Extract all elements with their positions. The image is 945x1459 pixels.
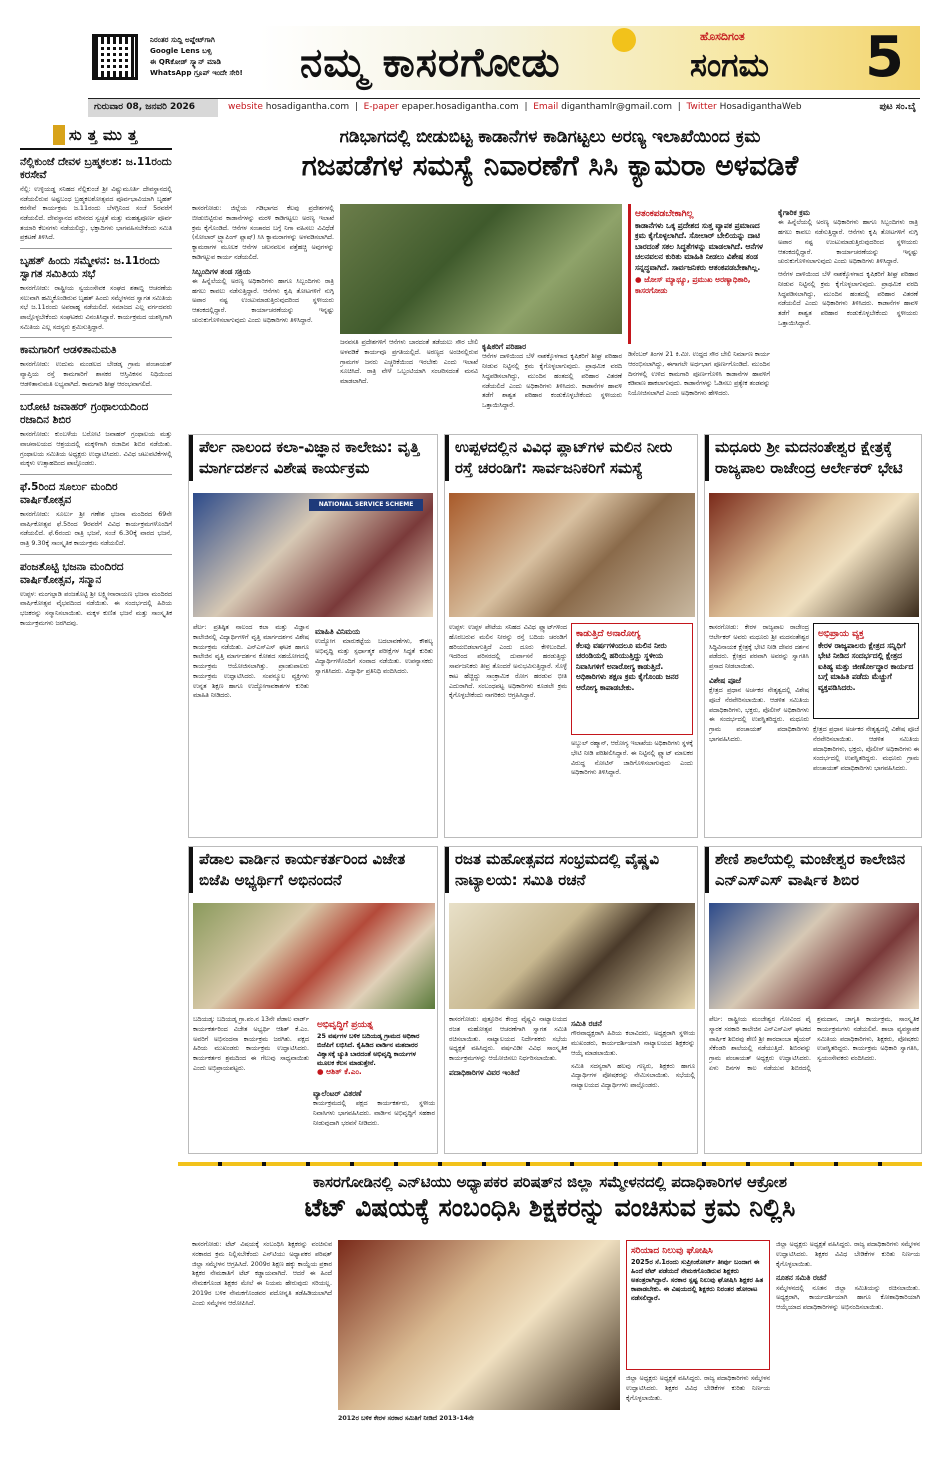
section-title-text: ಸುತ್ತಮುತ್ತ — [68, 125, 144, 144]
story-paragraph: ಕಾಸರಗೋಡು: ಪುತ್ತೂರಿನ ಕೇಂದ್ರ ವೈಷ್ಣವಿ ನಾಟ್ಯಾಲಯದ ರಜತ ಮಹೋತ್ಸವ ಆಚರಣೆಗಾಗಿ ಸ್ವಾಗತ ಸಮಿತಿ ರಚಿಸಲಾಯಿತು. ನಾಟ್ಯಾಲಯದ ನಿರ್ದೇಶಕರು ಸಭೆಯ ಅಧ್ಯಕ್ಷತೆ ವಹಿಸಿದ್ದರು. ವರ್ಷವಿಡೀ ವಿವಿಧ ಸಾಂಸ್ಕೃತಿಕ ಕಾರ್ಯಕ್ರಮಗಳನ್ನು ಆಯೋಜಿಸಲು ನಿರ್ಧರಿಸಲಾಯಿತು. — [449, 1016, 567, 1062]
story-headline[interactable]: ಕಾಮಗಾರಿಗೆ ಆಡಳಿತಾನುಮತಿ — [20, 344, 117, 357]
bottom-paragraph: ಕಾಸರಗೋಡು: ಟೆಟ್ ವಿಷಯಕ್ಕೆ ಸಂಬಂಧಿಸಿ ಶಿಕ್ಷಕರನ್ನು ವಂಚಿಸುವ ಸರಕಾರದ ಕ್ರಮ ನಿಲ್ಲಿಸಬೇಕೆಂದು ಎನ್‌ಟಿಯು ಅಧ್ಯಾಪಕರ ಪರಿಷತ್ ಜಿಲ್ಲಾ ಸಮ್ಮೇಳನ ಆಗ್ರಹಿಸಿದೆ. 2009ರ ಶಿಕ್ಷಣ ಹಕ್ಕು ಕಾಯ್ದೆಯ ಪ್ರಕಾರ ಶಿಕ್ಷಕರ ನೇಮಕಾತಿಗೆ ಟೆಟ್ ಕಡ್ಡಾಯವಾಗಿದೆ. ಆದರೆ ಈ ಹಿಂದೆ ನೇಮಕಗೊಂಡ ಶಿಕ್ಷಕರ ಮೇಲೆ ಈ ನಿಯಮ ಹೇರುವುದು ಸರಿಯಲ್ಲ. 2019ರ ಬಳಿಕ ನೇಮಕಗೊಂಡವರ ಪದೋನ್ನತಿ ತಡೆಹಿಡಿಯಲಾಗಿದೆ ಎಂದು ಸಮ್ಮೇಳನ ಆರೋಪಿಸಿದೆ. — [192, 1241, 332, 1307]
story-headline[interactable]: ನೆಲ್ಲಿಕುಂಜೆ ದೇವಳ ಬ್ರಹ್ಮಕಲಶ: ಜ.11ರಂದು ಕರಸೇವೆ — [20, 156, 172, 182]
story-headline[interactable]: ಶೇಣಿ ಶಾಲೆಯಲ್ಲಿ ಮಂಜೇಶ್ವರ ಕಾಲೇಜಿನ ಎನ್ಎಸ್ಎಸ್ ವಾರ್ಷಿಕ ಶಿಬಿರ — [705, 847, 921, 893]
bottom-paragraph: ಜಿಲ್ಲಾ ಅಧ್ಯಕ್ಷರು ಅಧ್ಯಕ್ಷತೆ ವಹಿಸಿದ್ದರು. ರಾಜ್ಯ ಪದಾಧಿಕಾರಿಗಳು ಸಮ್ಮೇಳನ ಉದ್ಘಾಟಿಸಿದರು. ಶಿಕ್ಷಕರ ವಿವಿಧ ಬೇಡಿಕೆಗಳ ಕುರಿತು ನಿರ್ಣಯ ಕೈಗೊಳ್ಳಲಾಯಿತು. — [776, 1241, 920, 1268]
divider — [20, 248, 172, 249]
separator-bar — [178, 1162, 922, 1166]
pages-label: ಪುಟ ಸಂ.ಬೈ — [879, 102, 916, 113]
story-body-col — [709, 623, 809, 835]
lead-paragraph: ಕಾಸರಗೋಡು: ಜಿಲ್ಲೆಯ ಗಡಿಭಾಗದ ಕೆಲವು ಪ್ರದೇಶಗಳಲ್ಲಿ ಬೀಡುಬಿಟ್ಟಿರುವ ಕಾಡಾನೆಗಳನ್ನು ಮರಳಿ ಕಾಡಿಗಟ್ಟಲು ಅರಣ್ಯ ಇಲಾಖೆ ಕ್ರಮ ಕೈಗೊಂಡಿದೆ. ಆನೆಗಳ ಸಂಚಾರದ ಬಗ್ಗೆ ನಿಗಾ ವಹಿಸಲು ವಿವಿಧೆಡೆ (ಸೋಲಾರ್ ಟ್ರ್ಯಾಪಿಂಗ್ ಫ್ಲಾಷ್) ಸಿಸಿ ಕ್ಯಾಮರಾಗಳನ್ನು ಅಳವಡಿಸಲಾಗಿದೆ. ಕ್ಯಾಮರಾಗಳ ಮೂಲಕ ಆನೆಗಳ ಚಲನವಲನ ಪತ್ತೆಹಚ್ಚಿ ಅವುಗಳನ್ನು ಕಾಡಿಗಟ್ಟುವ ಕಾರ್ಯ ನಡೆಯಲಿದೆ. — [192, 205, 334, 261]
lead-body-col1 — [192, 204, 334, 424]
website-link[interactable]: hosadigantha.com — [265, 102, 350, 113]
story-paragraph: ಕಾರ್ಯಕ್ರಮದಲ್ಲಿ ಪಕ್ಷದ ಕಾರ್ಯಕರ್ತರು, ಸ್ಥಳೀಯ ನಿವಾಸಿಗಳು ಭಾಗವಹಿಸಿದರು. ವಾರ್ಡಿನ ಅಭಿವೃದ್ಧಿಗೆ ಸಹಕಾರ ನೀಡುವುದಾಗಿ ಭರವಸೆ ನೀಡಿದರು. — [313, 1100, 435, 1127]
callout-text: 2025ರ ಸೆ.1ರಂದು ಸುಪ್ರೀಂಕೋರ್ಟ್ ತೀರ್ಪು ಬಂದಾಗ ಈ ಹಿಂದೆ ಟೆಟ್ ಪಡೆಯದೆ ನೇಮಕಗೊಂಡಿರುವ ಶಿಕ್ಷಕರು ಅತಂತ್ರರಾಗಿದ್ದಾರೆ. ಸರಕಾರ ಸ್ಪಷ್ಟ ನಿಲುವು ಘೋಷಿಸಿ ಶಿಕ್ಷಕರ ಹಿತ ಕಾಪಾಡಬೇಕು. ಈ ವಿಷಯದಲ್ಲಿ ಶಿಕ್ಷಕರು ನಿರಂತರ ಹೋರಾಟ ನಡೆಸಲಿದ್ದಾರೆ. — [631, 1257, 764, 1303]
caption-text: 2012ರ ಬಳಿಕ ಕೇರಳ ಸರಕಾರ ಸಮಿತಿಗೆ ನೀಡಿದೆ 2013-14ನೇ — [338, 1415, 474, 1422]
story-paragraph: ಬದಿಯಡ್ಕ: ಬದಿಯಡ್ಕ ಗ್ರಾ.ಪಂ.ನ 13ನೇ ಪೆಡಾಲ ವಾರ್ಡ್ ಕಾರ್ಯಕರ್ತರಿಂದ ವಿಜೇತ ಅಭ್ಯರ್ಥಿ ಆಶಿತ್ ಕೆ.ಎಂ. ಅವರಿಗೆ ಅಭಿನಂದನಾ ಕಾರ್ಯಕ್ರಮ ಜರಗಿತು. ಪಕ್ಷದ ಹಿರಿಯ ಮುಖಂಡರು ಕಾರ್ಯಕ್ರಮ ಉದ್ಘಾಟಿಸಿದರು. ಕಾರ್ಯಕರ್ತರ ಶ್ರಮದಿಂದ ಈ ಗೆಲುವು ಸಾಧ್ಯವಾಯಿತು ಎಂದು ಅಭಿಪ್ರಾಯಪಟ್ಟರು. — [193, 1016, 309, 1072]
divider — [20, 474, 172, 475]
page-title: ನಮ್ಮ ಕಾಸರಗೋಡು — [300, 39, 561, 86]
story-subhead: ಪದಾಧಿಕಾರಿಗಳ ವಿವರ ಇಂತಿದೆ — [449, 1067, 520, 1077]
story-headline[interactable]: ಉಪ್ಪಳದಲ್ಲಿನ ವಿವಿಧ ಪ್ಲಾಟ್‌ಗಳ ಮಲಿನ ನೀರು ರಸ್ತೆ ಚರಂಡಿಗೆ: ಸಾರ್ವಜನಿಕರಿಗೆ ಸಮಸ್ಯೆ — [445, 435, 697, 481]
elephant-camera-photo[interactable] — [340, 204, 622, 334]
lead-paragraph: ಈ ಹಿನ್ನೆಲೆಯಲ್ಲಿ ಅರಣ್ಯ ಅಧಿಕಾರಿಗಳು ಹಾಗೂ ಸಿಬ್ಬಂದಿಗಳು ರಾತ್ರಿ ಹಗಲು ಕಾವಲು ನಡೆಸುತ್ತಿದ್ದಾರೆ. ಆನೆಗಳು ಕೃಷಿ ತೋಟಗಳಿಗೆ ನುಗ್ಗಿ ಅಪಾರ ನಷ್ಟ ಉಂಟುಮಾಡುತ್ತಿರುವುದರಿಂದ ಸ್ಥಳೀಯರು ಆತಂಕದಲ್ಲಿದ್ದಾರೆ. ಕಾರ್ಯಾಚರಣೆಯನ್ನು ಇನ್ನಷ್ಟು ಚುರುಕುಗೊಳಿಸಲಾಗುವುದು ಎಂದು ಅಧಿಕಾರಿಗಳು ತಿಳಿಸಿದ್ದಾರೆ. — [778, 219, 918, 266]
lead-body-col5 — [778, 204, 918, 426]
story-body: ಕಾಸರಗೋಡು: ಸೂರ್ಲು ಶ್ರೀ ಗಣೇಶ ಭಜನಾ ಮಂದಿರದ 69ನೇ ವಾರ್ಷಿಕೋತ್ಸವ ಫೆ.5ರಿಂದ 9ರವರೆಗೆ ವಿವಿಧ ಕಾರ್ಯಕ್ರಮಗಳೊಂದಿಗೆ ನಡೆಯಲಿದೆ. ಫೆ.6ರಂದು ರಾತ್ರಿ ಭಜನೆ, ಸಂಜೆ 6.30ಕ್ಕೆ ವಾರದ ಭಜನೆ, ರಾತ್ರಿ 9.30ಕ್ಕೆ ಸಾಂಸ್ಕೃತಿಕ ಕಾರ್ಯಕ್ರಮ ನಡೆಯಲಿದೆ. — [20, 510, 172, 547]
natyalaya-meeting-photo[interactable] — [449, 903, 695, 1009]
lead-subhead: ಕೈಗಾರಿಕ ಕ್ರಮ — [778, 208, 810, 217]
story-callout — [813, 623, 919, 719]
callout-byline: ● ಜೋಸ್ ಮ್ಯಾಥ್ಯೂ, ಪ್ರಮುಖ ಅರಣ್ಯಾಧಿಕಾರಿ, ಕಾಸರಗೋಡು — [635, 275, 751, 295]
callout-text: ಕೆಲವು ವರ್ಷಗಳಿಂದಲೂ ಮಲಿನ ನೀರು ಚರಂಡಿಯಲ್ಲಿ ಹರಿಯುತ್ತಿದ್ದು ಸ್ಥಳೀಯ ನಿವಾಸಿಗಳಿಗೆ ಅನಾರೋಗ್ಯ ಕಾಡುತ್ತಿದೆ. ಅಧಿಕಾರಿಗಳು ತಕ್ಷಣ ಕ್ರಮ ಕೈಗೊಂಡು ಜನರ ಆರೋಗ್ಯ ಕಾಪಾಡಬೇಕು. — [576, 640, 679, 692]
info-bar — [88, 98, 920, 116]
left-story — [20, 561, 172, 629]
bottom-paragraph: ಜಿಲ್ಲಾ ಅಧ್ಯಕ್ಷರು ಅಧ್ಯಕ್ಷತೆ ವಹಿಸಿದ್ದರು. ರಾಜ್ಯ ಪದಾಧಿಕಾರಿಗಳು ಸಮ್ಮೇಳನ ಉದ್ಘಾಟಿಸಿದರು. ಶಿಕ್ಷಕರ ವಿವಿಧ ಬೇಡಿಕೆಗಳ ಕುರಿತು ನಿರ್ಣಯ ಕೈಗೊಳ್ಳಲಾಯಿತು. — [626, 1375, 770, 1402]
story-body: ಕಾಸರಗೋಡು: ಕುಂಬಳೆಯ ಬರೋಟಿ ಜವಾಹರ್ ಗ್ರಂಥಾಲಯ ಮತ್ತು ವಾಚನಾಲಯದ ಆಶ್ರಯದಲ್ಲಿ ಮಕ್ಕಳಿಗಾಗಿ ರಜಾದಿನ ಶಿಬಿರ ನಡೆಯಿತು. ಗ್ರಂಥಾಲಯ ಸಮಿತಿಯ ಅಧ್ಯಕ್ಷರು ಉದ್ಘಾಟಿಸಿದರು. ವಿವಿಧ ಚಟುವಟಿಕೆಗಳಲ್ಲಿ ಮಕ್ಕಳು ಉತ್ಸಾಹದಿಂದ ಪಾಲ್ಗೊಂಡರು. — [20, 430, 172, 468]
left-column — [20, 122, 172, 1459]
lead-callout — [628, 204, 770, 344]
story-paragraph: ಉಪ್ಪಳ: ಉಪ್ಪಳ ಪೇಟೆಯ ಸನಿಹದ ವಿವಿಧ ಫ್ಲ್ಯಾಟ್‌ಗಳಿಂದ ಹೊರಬರುವ ಮಲಿನ ನೀರನ್ನು ರಸ್ತೆ ಬದಿಯ ಚರಂಡಿಗೆ ಹರಿಯಬಿಡಲಾಗುತ್ತಿದೆ ಎಂದು ದೂರು ಕೇಳಿಬಂದಿದೆ. ಇದರಿಂದ ಪರಿಸರದಲ್ಲಿ ದುರ್ವಾಸನೆ ಹರಡುತ್ತಿದ್ದು ಸಾರ್ವಜನಿಕರು ತೀವ್ರ ತೊಂದರೆ ಅನುಭವಿಸುತ್ತಿದ್ದಾರೆ. ಸೊಳ್ಳೆ ಕಾಟ ಹೆಚ್ಚಿದ್ದು ಸಾಂಕ್ರಾಮಿಕ ರೋಗ ಹರಡುವ ಭೀತಿ ಎದುರಾಗಿದೆ. ಸಂಬಂಧಪಟ್ಟ ಅಧಿಕಾರಿಗಳು ಕೂಡಲೇ ಕ್ರಮ ಕೈಗೊಳ್ಳಬೇಕೆಂದು ನಾಗರಿಕರು ಆಗ್ರಹಿಸಿದ್ದಾರೆ. — [449, 624, 567, 700]
teachers-meeting-photo[interactable] — [338, 1240, 620, 1410]
epaper-link[interactable]: epaper.hosadigantha.com — [401, 102, 519, 113]
story-body: ಕಾಸರಗೋಡು: ರಾಷ್ಟ್ರೀಯ ಸ್ವಯಂಸೇವಕ ಸಂಘದ ಶತಾಬ್ದಿ ಆಚರಣೆಯ ಸಲುವಾಗಿ ಹಮ್ಮಿಕೊಂಡಿರುವ ಬೃಹತ್ ಹಿಂದು ಸಮ್ಮೇಳನದ ಸ್ವಾಗತ ಸಮಿತಿಯ ಸಭೆ ಜ.11ರಂದು ಅಪರಾಹ್ನ ನಡೆಯಲಿದೆ. ಸಮಾಜದ ಎಲ್ಲ ವರ್ಗದವರು ಪಾಲ್ಗೊಳ್ಳಬೇಕೆಂದು ಸಂಘಟಕರು ವಿನಂತಿಸಿದ್ದಾರೆ. ಕಾರ್ಯಕ್ರಮದ ಯಶಸ್ಸಿಗಾಗಿ ಸಮಿತಿಯ ಎಲ್ಲ ಸದಸ್ಯರು ಶ್ರಮಿಸುತ್ತಿದ್ದಾರೆ. — [20, 284, 172, 331]
event-banner: NATIONAL SERVICE SCHEME — [309, 499, 423, 511]
divider — [20, 554, 172, 555]
callout-heading: ಸರಿಯಾದ ನಿಲುವು ಘೋಷಿಸಿ — [631, 1246, 713, 1256]
bottom-body-col3 — [626, 1374, 770, 1454]
story-body-col — [813, 725, 919, 835]
qr-caption-line: ನಿರಂತರ ಸುದ್ದಿ ಅಪ್ಡೇಟ್‌ಗಾಗಿ — [150, 35, 215, 44]
story-uppala-drain — [444, 434, 698, 838]
story-headline[interactable]: ಪೆರ್ಲ ನಾಲಂದ ಕಲಾ-ವಿಜ್ಞಾನ ಕಾಲೇಜು: ವೃತ್ತಿ ಮಾರ್ಗದರ್ಶನ ವಿಶೇಷ ಕಾರ್ಯಕ್ರಮ — [189, 435, 437, 481]
bottom-callout — [626, 1240, 770, 1370]
story-subhead: ವಿಶೇಷ ಪೂಜೆ — [709, 675, 742, 685]
lead-body-col3 — [482, 338, 622, 426]
lead-body-col4 — [628, 350, 770, 426]
lead-headline[interactable]: ಗಜಪಡೆಗಳ ಸಮಸ್ಯೆ ನಿವಾರಣೆಗೆ ಸಿಸಿ ಕ್ಯಾಮರಾ ಅಳವಡಿಕೆ — [301, 149, 799, 182]
bjp-felicitation-photo[interactable] — [193, 903, 435, 1009]
brand-top: ಹೊಸದಿಗಂತ — [700, 30, 745, 43]
callout-text: ಕೇರಳ ರಾಜ್ಯಪಾಲರು ಕ್ಷೇತ್ರದ ಸನ್ನಿಧಿಗೆ ಭೇಟಿ ನೀಡಿದ ಸಂದರ್ಭದಲ್ಲಿ ಕ್ಷೇತ್ರದ ಐತಿಹ್ಯ ಮತ್ತು ಜೀರ್ಣೋದ್ಧಾರ ಕಾರ್ಯದ ಬಗ್ಗೆ ಮಾಹಿತಿ ಪಡೆದು ಮೆಚ್ಚುಗೆ ವ್ಯಕ್ತಪಡಿಸಿದರು. — [818, 640, 914, 692]
story-body-col — [449, 623, 567, 835]
college-event-photo[interactable] — [193, 493, 433, 617]
story-body-col — [193, 623, 309, 835]
story-body: ಕಾಸರಗೋಡು: ಉದುಮ ಮಂಡಲದ ಬೇಡಡ್ಕ ಗ್ರಾಮ ಪಂಚಾಯತ್ ವ್ಯಾಪ್ತಿಯ ರಸ್ತೆ ಕಾಮಗಾರಿಗೆ ಶಾಸಕರ ಆಸ್ತಿವಿಕಸನ ನಿಧಿಯಿಂದ ಆಡಳಿತಾನುಮತಿ ಲಭ್ಯವಾಗಿದೆ. ಕಾಮಗಾರಿ ಶೀಘ್ರ ಆರಂಭವಾಗಲಿದೆ. — [20, 360, 172, 388]
left-story — [20, 401, 172, 475]
email-link[interactable]: diganthamlr@gmail.com — [561, 102, 673, 113]
story-body-col — [313, 1085, 435, 1151]
qr-caption-line: ಈ QRಕೋಡ್ ಸ್ಕ್ಯಾನ್ ಮಾಡಿ — [150, 57, 222, 67]
contact-links: website hosadigantha.com | E-paper epaper.hosadigantha.com | Email diganthamlr@gmail.com | Twitter HosadiganthaWeb — [228, 102, 802, 113]
story-vaishnavi-natyalaya — [444, 846, 698, 1154]
masthead — [0, 0, 945, 122]
lead-paragraph: ಈ ಹಿನ್ನೆಲೆಯಲ್ಲಿ ಅರಣ್ಯ ಅಧಿಕಾರಿಗಳು ಹಾಗೂ ಸಿಬ್ಬಂದಿಗಳು ರಾತ್ರಿ ಹಗಲು ಕಾವಲು ನಡೆಸುತ್ತಿದ್ದಾರೆ. ಆನೆಗಳು ಕೃಷಿ ತೋಟಗಳಿಗೆ ನುಗ್ಗಿ ಅಪಾರ ನಷ್ಟ ಉಂಟುಮಾಡುತ್ತಿರುವುದರಿಂದ ಸ್ಥಳೀಯರು ಆತಂಕದಲ್ಲಿದ್ದಾರೆ. ಕಾರ್ಯಾಚರಣೆಯನ್ನು ಇನ್ನಷ್ಟು ಚುರುಕುಗೊಳಿಸಲಾಗುವುದು ಎಂದು ಅಧಿಕಾರಿಗಳು ತಿಳಿಸಿದ್ದಾರೆ. — [192, 277, 334, 324]
bottom-headline[interactable]: ಟೆಟ್ ವಿಷಯಕ್ಕೆ ಸಂಬಂಧಿಸಿ ಶಿಕ್ಷಕರನ್ನು ವಂಚಿಸುವ ಕ್ರಮ ನಿಲ್ಲಿಸಿ — [304, 1193, 796, 1222]
sun-icon — [612, 28, 636, 52]
story-body-col — [571, 1015, 695, 1151]
governor-visit-photo[interactable] — [709, 493, 919, 617]
story-headline[interactable]: ಪಂಜತೊಟ್ಟಿ ಭಜನಾ ಮಂದಿರದ ವಾರ್ಷಿಕೋತ್ಸವ, ಸನ್ಮಾನ — [20, 560, 124, 586]
callout-text: ಕಾಡಾನೆಗಳು ಒಕ್ಕ ಪ್ರದೇಶದ ಸುತ್ತ ವ್ಯಾಪಕ ಪ್ರಮಾಣದ ಕ್ರಮ ಕೈಗೊಳ್ಳಲಾಗಿದೆ. ಸೋಲಾರ್ ಬೇಲಿಯನ್ನು ದಾಟಿ ಬಾರದಂತೆ ಸಕಲ ಸಿದ್ಧತೆಗಳನ್ನು ಮಾಡಲಾಗಿದೆ. ಆನೆಗಳ ಚಲನವಲನ ಕುರಿತು ಮಾಹಿತಿ ನೀಡಲು ವಿಶೇಷ ತಂಡ ಸನ್ನದ್ಧವಾಗಿದೆ. ಸಾರ್ವಜನಿಕರು ಆತಂಕಪಡಬೇಕಾಗಿಲ್ಲ. — [635, 220, 763, 272]
divider — [20, 394, 172, 395]
callout-heading: ಆತಂಕಪಡಬೇಕಾಗಿಲ್ಲ — [635, 209, 694, 219]
story-headline[interactable]: ಫೆ.5ರಿಂದ ಸೂರ್ಲು ಮಂದಿರ ವಾರ್ಷಿಕೋತ್ಸವ — [20, 480, 118, 506]
story-paragraph: ಕ್ಷೇತ್ರದ ಪ್ರಧಾನ ಅರ್ಚಕರ ನೇತೃತ್ವದಲ್ಲಿ ವಿಶೇಷ ಪೂಜೆ ನೆರವೇರಿಸಲಾಯಿತು. ಆಡಳಿತ ಸಮಿತಿಯ ಪದಾಧಿಕಾರಿಗಳು, ಭಕ್ತರು, ಪೊಲೀಸ್ ಅಧಿಕಾರಿಗಳು ಈ ಸಂದರ್ಭದಲ್ಲಿ ಉಪಸ್ಥಿತರಿದ್ದರು. ಮಧೂರು ಗ್ರಾಮ ಪಂಚಾಯತ್ ಪದಾಧಿಕಾರಿಗಳು ಭಾಗವಹಿಸಿದರು. — [813, 726, 919, 772]
nss-camp-photo[interactable] — [709, 903, 919, 1009]
lead-kicker: ಗಡಿಭಾಗದಲ್ಲಿ ಬೀಡುಬಿಟ್ಟ ಕಾಡಾನೆಗಳ ಕಾಡಿಗಟ್ಟಲು ಅರಣ್ಯ ಇಲಾಖೆಯಿಂದ ಕ್ರಮ — [339, 127, 761, 147]
left-story — [20, 255, 172, 338]
story-paragraph: ಪೆರ್ಲ: ಪ್ರತಿಷ್ಠಿತ ನಾಲಂದ ಕಲಾ ಮತ್ತು ವಿಜ್ಞಾನ ಕಾಲೇಜಿನಲ್ಲಿ ವಿದ್ಯಾರ್ಥಿಗಳಿಗೆ ವೃತ್ತಿ ಮಾರ್ಗದರ್ಶನ ವಿಶೇಷ ಕಾರ್ಯಕ್ರಮ ನಡೆಯಿತು. ಎನ್ಎಸ್ಎಸ್ ಘಟಕ ಹಾಗೂ ಕಾಲೇಜಿನ ವೃತ್ತಿ ಮಾರ್ಗದರ್ಶನ ಕೋಶದ ಸಹಯೋಗದಲ್ಲಿ ಕಾರ್ಯಕ್ರಮ ಆಯೋಜಿಸಲಾಗಿತ್ತು. ಪ್ರಾಂಶುಪಾಲರು ಕಾರ್ಯಕ್ರಮ ಉದ್ಘಾಟಿಸಿದರು. ಸಂಪನ್ಮೂಲ ವ್ಯಕ್ತಿಗಳು ಉನ್ನತ ಶಿಕ್ಷಣ ಹಾಗೂ ಉದ್ಯೋಗಾವಕಾಶಗಳ ಕುರಿತು ಮಾಹಿತಿ ನೀಡಿದರು. — [193, 624, 309, 700]
story-paragraph: ಅಬ್ದುಲ್ ರಹ್ಮಾನ್, ಆರೋಗ್ಯ ಇಲಾಖೆಯ ಅಧಿಕಾರಿಗಳು ಸ್ಥಳಕ್ಕೆ ಭೇಟಿ ನೀಡಿ ಪರಿಶೀಲಿಸಿದ್ದಾರೆ. ಈ ನಿಟ್ಟಿನಲ್ಲಿ ಫ್ಲ್ಯಾಟ್ ಮಾಲಕರ ವಿರುದ್ಧ ನೋಟಿಸ್ ಜಾರಿಗೊಳಿಸಲಾಗುವುದು ಎಂದು ಅಧಿಕಾರಿಗಳು ತಿಳಿಸಿದ್ದಾರೆ. — [571, 740, 693, 777]
epaper-label: E-paper — [363, 102, 399, 113]
left-story — [20, 156, 172, 249]
story-perla-college — [188, 434, 438, 838]
website-label: website — [228, 102, 263, 113]
story-subhead: ಮಾಹಿತಿ ವಿನಿಮಯ — [315, 627, 361, 636]
story-body-col — [571, 739, 693, 835]
twitter-label: Twitter — [686, 102, 717, 113]
qr-caption-line: Google Lens ಬಳ್ಸಿ — [150, 46, 212, 56]
story-headline[interactable]: ರಜತ ಮಹೋತ್ಸವದ ಸಂಭ್ರಮದಲ್ಲಿ ವೈಷ್ಣವಿ ನಾಟ್ಯಾಲಯ: ಸಮಿತಿ ರಚನೆ — [445, 847, 697, 893]
story-callout — [313, 1015, 435, 1081]
email-label: Email — [533, 102, 559, 113]
story-sheni-nss — [704, 846, 922, 1154]
story-subhead: ಸಮಿತಿ ರಚನೆ — [571, 1019, 602, 1028]
story-paragraph: ಸಮಿತಿ ಸದಸ್ಯರಾಗಿ ಹಲವು ಗಣ್ಯರು, ಶಿಕ್ಷಕರು ಹಾಗೂ ವಿದ್ಯಾರ್ಥಿಗಳ ಪೋಷಕರನ್ನು ನೇಮಿಸಲಾಯಿತು. ಸಭೆಯಲ್ಲಿ ನಾಟ್ಯಾಲಯದ ವಿದ್ಯಾರ್ಥಿಗಳು ಪಾಲ್ಗೊಂಡರು. — [571, 1062, 695, 1090]
section-title — [20, 122, 172, 150]
callout-heading: ಅಭಿಪ್ರಾಯ ವ್ಯಕ್ತ — [818, 629, 864, 639]
bottom-paragraph: ಸಮ್ಮೇಳನದಲ್ಲಿ ನೂತನ ಜಿಲ್ಲಾ ಸಮಿತಿಯನ್ನು ರಚಿಸಲಾಯಿತು. ಅಧ್ಯಕ್ಷರಾಗಿ, ಕಾರ್ಯದರ್ಶಿಯಾಗಿ ಹಾಗೂ ಕೋಶಾಧಿಕಾರಿಯಾಗಿ ಆಯ್ಕೆಯಾದ ಪದಾಧಿಕಾರಿಗಳನ್ನು ಅಭಿನಂದಿಸಲಾಯಿತು. — [776, 1284, 920, 1312]
photo-caption — [338, 1414, 620, 1454]
issue-date: ಗುರುವಾರ 08, ಜನವರಿ 2026 — [88, 99, 218, 117]
lead-subhead: ಸಿಬ್ಬಂದಿಗಳ ತಂಡ ಸಕ್ರಿಯ — [192, 266, 251, 276]
lead-paragraph: ಆನೆಗಳ ದಾಳಿಯಿಂದ ಬೆಳೆ ನಾಶಕ್ಕೊಳಗಾದ ಕೃಷಿಕರಿಗೆ ಶೀಘ್ರ ಪರಿಹಾರ ನೀಡುವ ನಿಟ್ಟಿನಲ್ಲಿ ಕ್ರಮ ಕೈಗೊಳ್ಳಲಾಗುವುದು. ಪ್ರಾಥಮಿಕ ವರದಿ ಸಿದ್ಧಪಡಿಸಲಾಗಿದ್ದು, ಮುಂದಿನ ಹಂತದಲ್ಲಿ ಪರಿಹಾರ ವಿತರಣೆ ನಡೆಯಲಿದೆ ಎಂದು ಅಧಿಕಾರಿಗಳು ತಿಳಿಸಿದರು. ಕಾಡಾನೆಗಳ ಹಾವಳಿ ತಡೆಗೆ ಶಾಶ್ವತ ಪರಿಹಾರ ಕಂಡುಕೊಳ್ಳಬೇಕೆಂದು ಸ್ಥಳೀಯರು ಒತ್ತಾಯಿಸಿದ್ದಾರೆ. — [482, 353, 622, 410]
callout-heading: ಕಾಡುತ್ತಿದೆ ಅನಾರೋಗ್ಯ — [576, 629, 641, 639]
bottom-subhead: ನೂತನ ಸಮಿತಿ ರಚನೆ — [776, 1273, 827, 1283]
drain-site-photo[interactable] — [449, 493, 695, 617]
story-body: ಉಪ್ಪಳ: ಮಂಗಲ್ಪಾಡಿ ಪಂಜತೊಟ್ಟಿ ಶ್ರೀ ಲಕ್ಷ್ಮೀನಾರಾಯಣ ಭಜನಾ ಮಂದಿರದ ವಾರ್ಷಿಕೋತ್ಸವ ವೈಭವದಿಂದ ನಡೆಯಿತು. ಈ ಸಂದರ್ಭದಲ್ಲಿ ಹಿರಿಯ ಭಜಕರನ್ನು ಸನ್ಮಾನಿಸಲಾಯಿತು. ಮಕ್ಕಳ ಕುಣಿತ ಭಜನೆ ಮತ್ತು ಸಾಂಸ್ಕೃತಿಕ ಕಾರ್ಯಕ್ರಮಗಳು ಜರಗಿದವು. — [20, 589, 172, 627]
lead-body-col2 — [340, 338, 478, 426]
bottom-body-col1 — [192, 1240, 332, 1454]
lead-paragraph: ಡಿಸೆಂಬರ್ ತಿಂಗಳ 21 ಕಿ.ಮೀ. ಉದ್ದದ ಸೌರ ಬೇಲಿ ನಿರ್ಮಾಣ ಕಾರ್ಯ ಆರಂಭಿಸಲಾಗಿದ್ದು, ಈಗಾಗಲೇ ಅರ್ಧಭಾಗ ಪೂರ್ಣಗೊಂಡಿದೆ. ಮುಂದಿನ ದಿನಗಳಲ್ಲಿ ಉಳಿದ ಕಾಮಗಾರಿ ಪೂರ್ಣಗೊಳಿಸಿ ಕಾಡಾನೆಗಳ ಹಾವಳಿಗೆ ಕಡಿವಾಣ ಹಾಕಲಾಗುವುದು. ಕಾಡಾನೆಗಳನ್ನು ಓಡಿಸಲು ಪ್ರತ್ಯೇಕ ತಂಡವನ್ನು ನಿಯೋಜಿಸಲಾಗಿದೆ ಎಂದು ಅಧಿಕಾರಿಗಳು ಹೇಳಿದರು. — [628, 351, 770, 397]
story-subhead: ವ್ಯಾಲೆಂಟರ್ ವಿತರಣೆ — [313, 1089, 362, 1098]
qr-code-icon[interactable] — [92, 34, 138, 80]
story-body-col — [193, 1015, 309, 1151]
divider — [20, 337, 172, 338]
lead-paragraph: ಜನವಸತಿ ಪ್ರದೇಶಗಳಿಗೆ ಆನೆಗಳು ಬಾರದಂತೆ ತಡೆಯಲು ಸೌರ ಬೇಲಿ ಅಳವಡಿಕೆ ಕಾರ್ಯವೂ ಪ್ರಗತಿಯಲ್ಲಿದೆ. ಅರಣ್ಯದ ಅಂಚಿನಲ್ಲಿರುವ ಗ್ರಾಮಗಳ ಜನರು ಎಚ್ಚರಿಕೆಯಿಂದ ಇರಬೇಕು ಎಂದು ಇಲಾಖೆ ಸೂಚಿಸಿದೆ. ರಾತ್ರಿ ವೇಳೆ ಒಬ್ಬಂಟಿಯಾಗಿ ಸಂಚರಿಸದಂತೆ ಮನವಿ ಮಾಡಲಾಗಿದೆ. — [340, 339, 478, 385]
story-paragraph: ಪೆರ್ಲ: ರಾಷ್ಟ್ರೀಯ ಮಂಜೇಶ್ವರ ಗೋವಿಂದ ಪೈ ಸ್ಮಾರಕ ಸರಕಾರಿ ಕಾಲೇಜಿನ ಎನ್ಎಸ್ಎಸ್ ಘಟಕದ ವಾರ್ಷಿಕ ಶಿಬಿರವು ಶೇಣಿ ಶ್ರೀ ಶಾರದಾಂಬಾ ಹೈಯರ್ ಸೆಕೆಂಡರಿ ಶಾಲೆಯಲ್ಲಿ ನಡೆಯುತ್ತಿದೆ. ಶಿಬಿರವನ್ನು ಗ್ರಾಮ ಪಂಚಾಯತ್ ಅಧ್ಯಕ್ಷರು ಉದ್ಘಾಟಿಸಿದರು. ಏಳು ದಿನಗಳ ಕಾಲ ನಡೆಯುವ ಶಿಬಿರದಲ್ಲಿ ಶ್ರಮದಾನ, ಜಾಗೃತಿ ಕಾರ್ಯಕ್ರಮ, ಸಾಂಸ್ಕೃತಿಕ ಕಾರ್ಯಕ್ರಮಗಳು ನಡೆಯಲಿವೆ. ಶಾಲಾ ವ್ಯವಸ್ಥಾಪಕ ಸಮಿತಿಯ ಪದಾಧಿಕಾರಿಗಳು, ಶಿಕ್ಷಕರು, ಪೋಷಕರು ಉಪಸ್ಥಿತರಿದ್ದರು. ಕಾರ್ಯಕ್ರಮ ಅಧಿಕಾರಿ ಸ್ವಾಗತಿಸಿ, ಸ್ವಯಂಸೇವಕರು ವಂದಿಸಿದರು. — [709, 1016, 919, 1072]
bottom-body-col4 — [776, 1240, 920, 1454]
story-headline[interactable]: ಬೃಹತ್ ಹಿಂದು ಸಮ್ಮೇಳನ: ಜ.11ರಂದು ಸ್ವಾಗತ ಸಮಿತಿಯ ಸಭೆ — [20, 254, 160, 281]
story-body: ನೆಲ್ಲಿ: ಉಳ್ಳಿಯಡ್ಡ ಸನಿಹದ ನೆಲ್ಲಿಕುಂಜೆ ಶ್ರೀ ವಿಷ್ಣುಮೂರ್ತಿ ದೇವಸ್ಥಾನದಲ್ಲಿ ನಡೆಯಲಿರುವ ಅಷ್ಟಬಂಧ ಬ್ರಹ್ಮಕಲಶೋತ್ಸವದ ಪೂರ್ವಭಾವಿಯಾಗಿ ಬೃಹತ್ ಕರಸೇವೆ ಕಾರ್ಯಕ್ರಮ ಜ.11ರಂದು ಬೆಳಗ್ಗಿನಿಂದ ಸಂಜೆ 5ರವರೆಗೆ ನಡೆಯಲಿದೆ. ದೇವಸ್ಥಾನದ ಪರಿಸರದ ಸ್ವಚ್ಛತೆ ಮತ್ತು ಮಹತ್ವಪೂರ್ಣ ಪೂರ್ವ ತಯಾರಿ ಕೆಲಸಗಳು ನಡೆಯಲಿದ್ದು, ಭಕ್ತಾದಿಗಳು ಭಾಗವಹಿಸಬೇಕೆಂದು ಸಮಿತಿ ಪ್ರಕಟಣೆ ತಿಳಿಸಿದೆ. — [20, 185, 172, 242]
twitter-link[interactable]: HosadiganthaWeb — [719, 102, 802, 113]
story-body-col — [449, 1015, 567, 1151]
lead-subhead: ಕೃಷಿಕರಿಗೆ ಪರಿಹಾರ — [482, 342, 527, 351]
section-marker-icon — [53, 125, 65, 145]
left-story — [20, 481, 172, 555]
story-paragraph: ಗೌರವಾಧ್ಯಕ್ಷರಾಗಿ ಹಿರಿಯ ಕಲಾವಿದರು, ಅಧ್ಯಕ್ಷರಾಗಿ ಸ್ಥಳೀಯ ಮುಖಂಡರು, ಕಾರ್ಯದರ್ಶಿಯಾಗಿ ನಾಟ್ಯಾಲಯದ ಶಿಕ್ಷಕರನ್ನು ಆಯ್ಕೆ ಮಾಡಲಾಯಿತು. — [571, 1030, 695, 1057]
callout-heading: ಅಭಿವೃದ್ಧಿಗೆ ಪ್ರಯತ್ನ — [317, 1020, 374, 1030]
story-headline[interactable]: ಪೆಡಾಲ ವಾರ್ಡಿನ ಕಾರ್ಯಕರ್ತರಿಂದ ವಿಜೇತ ಬಿಜೆಪಿ ಅಭ್ಯರ್ಥಿಗೆ ಅಭಿನಂದನೆ — [189, 847, 437, 893]
story-paragraph: ಉದ್ಯೋಗ ಮಾರುಕಟ್ಟೆಯ ಬದಲಾವಣೆಗಳು, ಕೌಶಲ್ಯ ಅಭಿವೃದ್ಧಿ ಮತ್ತು ಸ್ಪರ್ಧಾತ್ಮಕ ಪರೀಕ್ಷೆಗಳ ಸಿದ್ಧತೆ ಕುರಿತು ವಿದ್ಯಾರ್ಥಿಗಳೊಂದಿಗೆ ಸಂವಾದ ನಡೆಯಿತು. ಉಪನ್ಯಾಸಕರು ಸ್ವಾಗತಿಸಿದರು. ವಿದ್ಯಾರ್ಥಿ ಪ್ರತಿನಿಧಿ ವಂದಿಸಿದರು. — [315, 638, 433, 675]
callout-byline: ● ಆಶಿತ್ ಕೆ.ಎಂ. — [317, 1067, 362, 1077]
left-story — [20, 344, 172, 395]
bottom-kicker: ಕಾಸರಗೋಡಿನಲ್ಲಿ ಎನ್‌ಟಿಯು ಅಧ್ಯಾಪಕರ ಪರಿಷತ್‌ನ ಜಿಲ್ಲಾ ಸಮ್ಮೇಳನದಲ್ಲಿ ಪದಾಧಿಕಾರಿಗಳ ಆಕ್ರೋಶ — [313, 1173, 787, 1191]
lead-paragraph: ಆನೆಗಳ ದಾಳಿಯಿಂದ ಬೆಳೆ ನಾಶಕ್ಕೊಳಗಾದ ಕೃಷಿಕರಿಗೆ ಶೀಘ್ರ ಪರಿಹಾರ ನೀಡುವ ನಿಟ್ಟಿನಲ್ಲಿ ಕ್ರಮ ಕೈಗೊಳ್ಳಲಾಗುವುದು. ಪ್ರಾಥಮಿಕ ವರದಿ ಸಿದ್ಧಪಡಿಸಲಾಗಿದ್ದು, ಮುಂದಿನ ಹಂತದಲ್ಲಿ ಪರಿಹಾರ ವಿತರಣೆ ನಡೆಯಲಿದೆ ಎಂದು ಅಧಿಕಾರಿಗಳು ತಿಳಿಸಿದರು. ಕಾಡಾನೆಗಳ ಹಾವಳಿ ತಡೆಗೆ ಶಾಶ್ವತ ಪರಿಹಾರ ಕಂಡುಕೊಳ್ಳಬೇಕೆಂದು ಸ್ಥಳೀಯರು ಒತ್ತಾಯಿಸಿದ್ದಾರೆ. — [778, 271, 918, 327]
qr-caption-line: WhatsApp ಗ್ರೂಪ್ ಇಂದೇ ಸೇರಿ! — [150, 68, 243, 78]
story-paragraph: ಕ್ಷೇತ್ರದ ಪ್ರಧಾನ ಅರ್ಚಕರ ನೇತೃತ್ವದಲ್ಲಿ ವಿಶೇಷ ಪೂಜೆ ನೆರವೇರಿಸಲಾಯಿತು. ಆಡಳಿತ ಸಮಿತಿಯ ಪದಾಧಿಕಾರಿಗಳು, ಭಕ್ತರು, ಪೊಲೀಸ್ ಅಧಿಕಾರಿಗಳು ಈ ಸಂದರ್ಭದಲ್ಲಿ ಉಪಸ್ಥಿತರಿದ್ದರು. ಮಧೂರು ಗ್ರಾಮ ಪಂಚಾಯತ್ ಪದಾಧಿಕಾರಿಗಳು ಭಾಗವಹಿಸಿದರು. — [709, 687, 809, 743]
callout-text: 25 ವರ್ಷಗಳ ಬಳಿಕ ಬದಿಯಡ್ಕ ಗ್ರಾಮದ ಅಧಿಕಾರ ಬಿಜೆಪಿಗೆ ಲಭಿಸಿದೆ. ಕೈಹಿಡಿದ ವಾರ್ಡಿನ ಮತದಾರರ ವಿಶ್ವಾಸಕ್ಕೆ ಚ್ಯುತಿ ಬಾರದಂತೆ ಅಭಿವೃದ್ಧಿ ಕಾರ್ಯಗಳ ಮೂಲಕ ಕೆಲಸ ಮಾಡುತ್ತೇನೆ. — [317, 1031, 420, 1067]
story-headline[interactable]: ಮಧೂರು ಶ್ರೀ ಮದನಂತೇಶ್ವರ ಕ್ಷೇತ್ರಕ್ಕೆ ರಾಜ್ಯಪಾಲ ರಾಜೇಂದ್ರ ಆರ್ಲೇಕರ್ ಭೇಟಿ — [705, 435, 921, 481]
page-number: 5 — [865, 25, 904, 90]
brand-name: ಸಂಗಮ — [690, 46, 769, 84]
story-headline[interactable]: ಬರೋಟಿ ಜವಾಹರ್ ಗ್ರಂಥಾಲಯದಿಂದ ರಜಾದಿನ ಶಿಬಿರ — [20, 401, 149, 427]
story-paragraph: ಕಾಸರಗೋಡು: ಕೇರಳ ರಾಜ್ಯಪಾಲ ರಾಜೇಂದ್ರ ಆರ್ಲೇಕರ್ ಅವರು ಮಧೂರು ಶ್ರೀ ಮದನಂತೇಶ್ವರ ಸಿದ್ಧಿವಿನಾಯಕ ಕ್ಷೇತ್ರಕ್ಕೆ ಭೇಟಿ ನೀಡಿ ದೇವರ ದರ್ಶನ ಪಡೆದರು. ಕ್ಷೇತ್ರದ ಪರವಾಗಿ ಅವರನ್ನು ಸ್ವಾಗತಿಸಿ ಪ್ರಸಾದ ನೀಡಲಾಯಿತು. — [709, 624, 809, 670]
story-madhur-governor — [704, 434, 922, 838]
story-body — [709, 1015, 919, 1151]
story-pedala-ward — [188, 846, 438, 1154]
story-callout — [571, 623, 693, 735]
story-body-col — [315, 623, 433, 835]
